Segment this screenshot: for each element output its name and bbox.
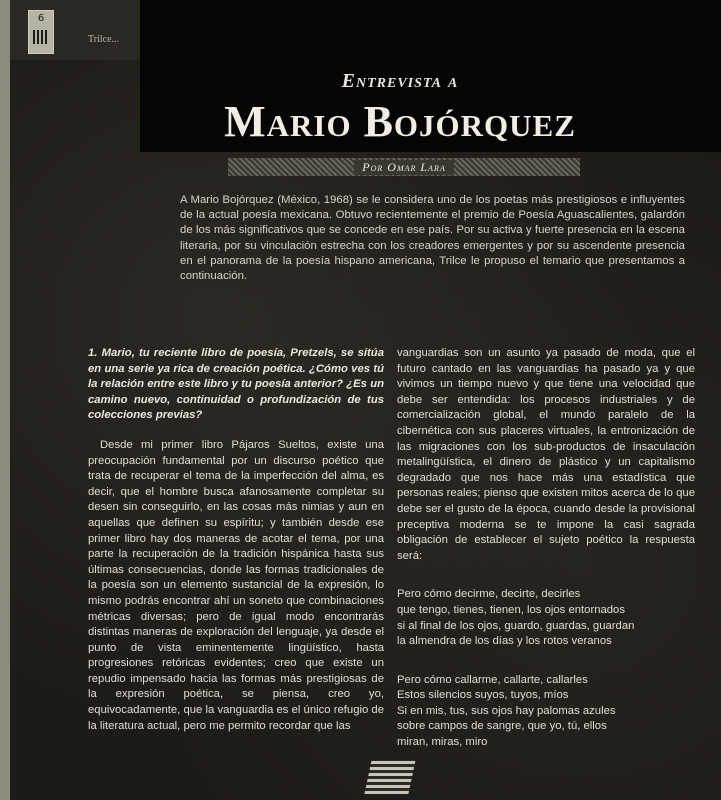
article-intro: A Mario Bojórquez (México, 1968) se le considera uno de los poetas más prestigiosos e influyentes de la actual poesía mexicana. Obtuvo recientemente el premio de Poesía Aguascalientes, galardón de los más significativos que se concede en ese país. Por su activa y fuerte presencia en la escena literaria, por su vinculación estrecha con los creadores emergentes y por su ascendente presencia en el panorama de la poesía hispano americana, Trilce le propuso el temario que presentamos a continuación. bbox=[180, 194, 685, 283]
article-kicker: Entrevista a bbox=[341, 70, 459, 92]
verse-line: Pero cómo callarme, callarte, callarles bbox=[397, 673, 588, 686]
verse-line: Si en mis, tus, sus ojos hay palomas azules bbox=[397, 704, 616, 717]
verse-line: Estos silencios suyos, tuyos, míos bbox=[397, 689, 569, 702]
verse-line: miran, miras, miro bbox=[397, 736, 488, 749]
verse-line: que tengo, tienes, tienen, los ojos entornados bbox=[397, 603, 625, 616]
verse-stanza-1 bbox=[397, 587, 695, 649]
article-byline: Por Omar Lara bbox=[354, 160, 453, 175]
article-title: Mario Bojórquez bbox=[224, 97, 576, 146]
interview-answer-1-right: vanguardias son un asunto ya pasado de moda, que el futuro cantado en las vanguardias ha pasado ya y que vivimos un tiempo nuevo y que tiene una velocidad que debe ser entendida: los procesos industriales y de comercialización global, el mundo paralelo de la cibernética con sus placeres virtuales, la entronización de las migraciones con los sub-productos de insaculación metalingüística, el dinero de plástico y un capitalismo degradado que nos hace más una estadística que personas reales; pienso que existen mitos acerca de lo que debe ser el gusto de la época, cuando desde la provisional preceptiva moderna se te impone la casi sagrada obligación de establecer el sujeto poético la respuesta será: bbox=[397, 347, 695, 562]
bottom-ornament bbox=[364, 760, 415, 794]
verse-line: sobre campos de sangre, que yo, tú, ellos bbox=[397, 720, 607, 733]
running-head: Trilce... bbox=[88, 34, 120, 45]
left-edge-strip bbox=[0, 0, 10, 800]
interview-answer-1-left: Desde mi primer libro Pájaros Sueltos, existe una preocupación fundamental por un discurso poético que trata de recuperar el tema de la imperfección del alma, es decir, que el hombre busca afanosamente completar su desen sin conseguirlo, en las cosas más nimias y aun en aquellas que definen su espíritu; y también desde ese primer libro hay dos maneras de acotar el tema, por una parte la recuperación de la tradición hispánica hasta sus últimas consecuencias, donde las formas tradicionales de la poesía son un elemento sustancial de la expresión, lo mismo podrás encontrar ahí un soneto que combinaciones métricas diversas; pero de igual modo encontrarás distintas maneras de exploración del lenguaje, ya desde el punto de vista eminentemente lingüístico, hasta progresiones retóricas evidentes; creo que existe un repudio impensado hacia las formas más prestigiosas de la expresión poética, se piensa, creo yo, equivocadamente, que la vanguardia es el único refugio de la literatura actual, pero me permito recordar que las bbox=[88, 438, 384, 732]
verse-line: la almendra de los días y los rotos veranos bbox=[397, 635, 612, 648]
right-column bbox=[397, 346, 695, 751]
byline-band bbox=[228, 158, 580, 176]
interview-question-1: 1. Mario, tu reciente libro de poesía, Pretzels, se sitúa en una serie ya rica de creación poética. ¿Cómo ves tú la relación entre este libro y tu poesía anterior? ¿Es un camino nuevo, continuidad o profundización de tus colecciones previas? bbox=[88, 347, 384, 422]
verse-line: Pero cómo decirme, decirte, decirles bbox=[397, 588, 581, 601]
verse-stanza-2 bbox=[397, 673, 695, 751]
verse-line: si al final de los ojos, guardo, guardas, guardan bbox=[397, 619, 635, 632]
page-number: 6 bbox=[37, 13, 45, 24]
left-column bbox=[88, 346, 384, 734]
magazine-logo-icon bbox=[33, 30, 49, 44]
page-number-box bbox=[28, 10, 54, 54]
